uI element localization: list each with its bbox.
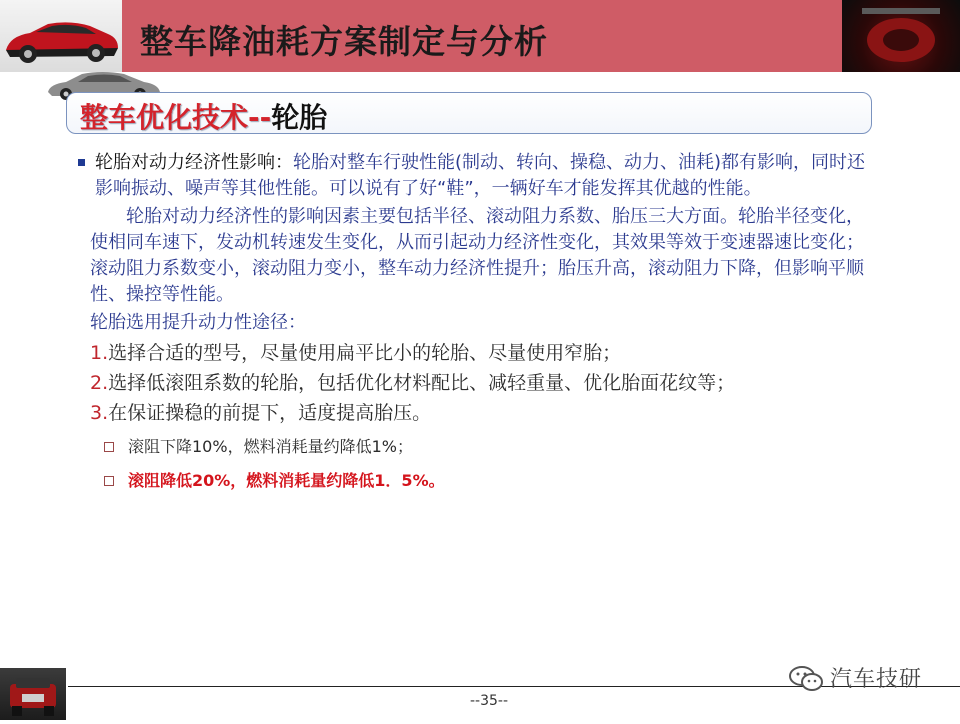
section-title-prefix: 整车优化技术--: [80, 101, 272, 134]
bullet-text-block: [95, 150, 866, 202]
numbered-item-2: [90, 370, 866, 396]
item-text: 选择合适的型号，尽量使用扁平比小的轮胎、尽量使用窄胎；: [108, 342, 622, 364]
item-number: 3.: [90, 402, 109, 424]
page-number: --35--: [470, 693, 509, 709]
hollow-square-bullet-icon: [104, 476, 114, 486]
header-left-car-image: [0, 0, 122, 72]
item-text: 在保证操稳的前提下，适度提高胎压。: [108, 402, 432, 424]
sub-item-1: [104, 434, 866, 460]
bullet-label: 轮胎对动力经济性影响：: [95, 152, 293, 173]
sub-item-text: 滚阻降低20%，燃料消耗量约降低1．5%。: [128, 471, 445, 490]
watermark-text: 汽车技研: [830, 667, 923, 692]
car-interior-image: [842, 0, 960, 72]
approach-label: 轮胎选用提升动力性途径：: [90, 312, 306, 333]
wechat-icon: [788, 664, 824, 692]
sub-item-2-highlight: [104, 468, 866, 494]
section-title: [80, 96, 327, 136]
item-text: 选择低滚阻系数的轮胎，包括优化材料配比、减轻重量、优化胎面花纹等；: [108, 372, 736, 394]
section-title-topic: 轮胎: [271, 101, 328, 134]
main-content: [76, 150, 866, 494]
page-title: 整车降油耗方案制定与分析: [140, 22, 548, 61]
header-banner: [0, 0, 960, 72]
footer-car-image: [0, 668, 66, 720]
item-number: 1.: [90, 342, 109, 364]
numbered-item-1: [90, 340, 866, 366]
bullet-item: [76, 150, 866, 202]
hollow-square-bullet-icon: [104, 442, 114, 452]
sports-car-image: [0, 0, 122, 72]
header-right-car-image: [842, 0, 960, 72]
square-bullet-icon: [78, 159, 85, 166]
numbered-item-3: [90, 400, 866, 426]
sub-item-text: 滚阻下降10%，燃料消耗量约降低1%；: [128, 437, 413, 456]
item-number: 2.: [90, 372, 109, 394]
watermark: [788, 662, 922, 693]
bullet-text: 轮胎对整车行驶性能(制动、转向、操稳、动力、油耗)都有影响，同时还影响振动、噪声等其他性能。可以说有了好“鞋”，一辆好车才能发挥其优越的性能。: [95, 152, 866, 199]
influence-paragraph: 轮胎对动力经济性的影响因素主要包括半径、滚动阻力系数、胎压三大方面。轮胎半径变化，使相同车速下，发动机转速发生变化，从而引起动力经济性变化，其效果等效于变速器速比变化；滚动阻力系数变小，滚动阻力变小，整车动力经济性提升；胎压升高，滚动阻力下降，但影响平顺性、操控等性能。: [90, 206, 864, 305]
car-front-image: [0, 668, 66, 720]
